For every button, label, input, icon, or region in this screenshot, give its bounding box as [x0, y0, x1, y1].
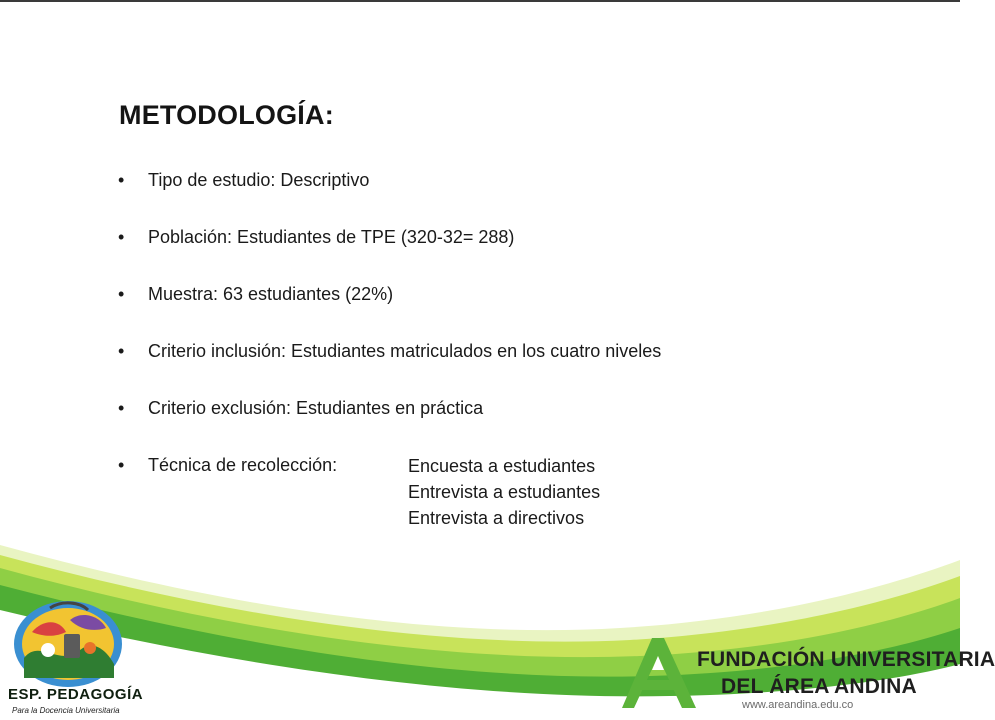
bullet-population — [118, 225, 661, 249]
program-title: ESP. PEDAGOGÍA — [8, 686, 144, 703]
bullet-text: Criterio exclusión: Estudiantes en práctica — [148, 398, 484, 418]
bullet-marker: • — [118, 341, 125, 361]
institution-name-line1: FUNDACIÓN UNIVERSITARIA — [697, 648, 995, 671]
technique-items — [408, 453, 600, 531]
bullet-collection-technique — [118, 453, 661, 531]
institution-logo-icon — [618, 632, 700, 712]
bullet-marker: • — [118, 455, 125, 475]
bullet-sample — [118, 282, 661, 306]
program-subtitle: Para la Docencia Universitaria — [12, 706, 120, 715]
bullet-marker: • — [118, 170, 125, 190]
bullet-marker: • — [118, 284, 125, 304]
institution-url[interactable]: www.areandina.edu.co — [742, 699, 854, 711]
bullet-marker: • — [118, 227, 125, 247]
technique-item: Entrevista a estudiantes — [408, 482, 601, 502]
slide-title: METODOLOGÍA: — [119, 100, 334, 130]
bullet-exclusion-criteria — [118, 396, 661, 420]
bullet-text: Tipo de estudio: Descriptivo — [148, 170, 370, 190]
bullet-text: Muestra: 63 estudiantes (22%) — [148, 284, 394, 304]
technique-item: Encuesta a estudiantes — [408, 456, 596, 476]
bullet-text: Población: Estudiantes de TPE (320-32= 288) — [148, 227, 515, 247]
technique-item: Entrevista a directivos — [408, 508, 585, 528]
bullet-marker: • — [118, 398, 125, 418]
bullet-text: Criterio inclusión: Estudiantes matriculados en los cuatro niveles — [148, 341, 662, 361]
institution-name-line2: DEL ÁREA ANDINA — [721, 675, 917, 698]
technique-label: Técnica de recolección: — [148, 455, 338, 475]
bullet-inclusion-criteria — [118, 339, 661, 363]
bullet-study-type — [118, 168, 661, 192]
methodology-list — [118, 168, 661, 564]
program-seal-icon — [10, 598, 126, 688]
